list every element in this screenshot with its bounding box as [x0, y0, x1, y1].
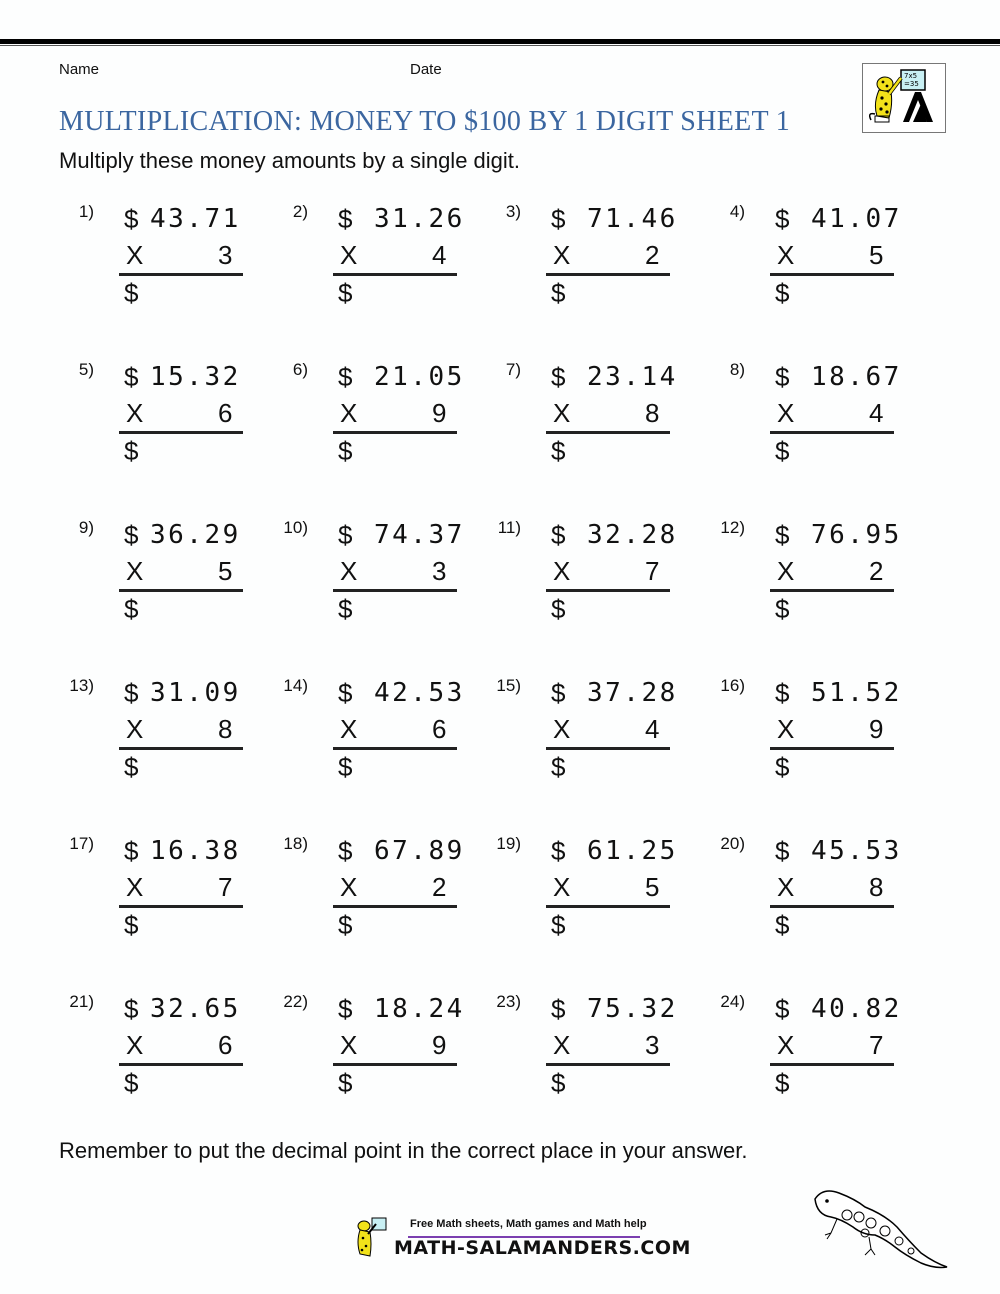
- multiplier-digit: 2: [432, 872, 447, 902]
- top-rule-thin: [0, 45, 1000, 46]
- currency-symbol: $: [775, 836, 790, 866]
- problem-18: [276, 834, 476, 954]
- money-amount: 40.82: [811, 994, 902, 1024]
- problem-10: [276, 518, 476, 638]
- problem-13: [62, 676, 262, 796]
- top-rule: [0, 39, 1000, 44]
- problem-number: 2): [292, 202, 308, 221]
- multiplier-digit: 8: [645, 398, 660, 428]
- answer-line: [333, 589, 457, 592]
- multiply-sign: X: [553, 398, 571, 428]
- salamander-drawing-icon: [805, 1185, 955, 1275]
- multiplier-digit: 3: [645, 1030, 660, 1060]
- multiplier-digit: 4: [645, 714, 660, 744]
- answer-line: [546, 431, 670, 434]
- multiply-sign: X: [126, 714, 144, 744]
- answer-field[interactable]: $: [775, 436, 790, 466]
- multiply-sign: X: [777, 556, 795, 586]
- problem-number: 6): [292, 360, 308, 379]
- answer-line: [770, 1063, 894, 1066]
- multiply-sign: X: [777, 1030, 795, 1060]
- money-amount: 41.07: [811, 204, 902, 234]
- currency-symbol: $: [551, 204, 566, 234]
- currency-symbol: $: [338, 520, 353, 550]
- problem-number: 21): [69, 992, 94, 1011]
- footer-tagline: Free Math sheets, Math games and Math help: [410, 1218, 647, 1230]
- salamander-teacher-logo-icon: [862, 63, 946, 133]
- page-title: MULTIPLICATION: MONEY TO $100 BY 1 DIGIT SHEET 1: [59, 106, 790, 137]
- footer-site-name: MATH-SALAMANDERS.COM: [394, 1237, 691, 1259]
- multiply-sign: X: [126, 240, 144, 270]
- answer-line: [119, 273, 243, 276]
- money-amount: 15.32: [150, 362, 241, 392]
- answer-line: [770, 747, 894, 750]
- problem-number: 18): [283, 834, 308, 853]
- answer-line: [546, 905, 670, 908]
- multiplier-digit: 9: [432, 398, 447, 428]
- problem-8: [713, 360, 913, 480]
- problem-number: 3): [505, 202, 521, 221]
- answer-field[interactable]: $: [124, 594, 139, 624]
- currency-symbol: $: [775, 362, 790, 392]
- problem-number: 11): [497, 518, 521, 537]
- currency-symbol: $: [124, 362, 139, 392]
- money-amount: 43.71: [150, 204, 241, 234]
- multiply-sign: X: [340, 872, 358, 902]
- problem-number: 12): [720, 518, 745, 537]
- problem-24: [713, 992, 913, 1112]
- multiply-sign: X: [553, 556, 571, 586]
- answer-line: [119, 589, 243, 592]
- answer-line: [770, 589, 894, 592]
- problem-6: [276, 360, 476, 480]
- multiplier-digit: 6: [218, 1030, 233, 1060]
- money-amount: 23.14: [587, 362, 678, 392]
- currency-symbol: $: [124, 678, 139, 708]
- money-amount: 31.09: [150, 678, 241, 708]
- name-label: Name: [59, 61, 100, 78]
- multiplier-digit: 3: [218, 240, 233, 270]
- answer-line: [333, 273, 457, 276]
- answer-line: [770, 273, 894, 276]
- multiplier-digit: 7: [645, 556, 660, 586]
- multiplier-digit: 9: [432, 1030, 447, 1060]
- multiply-sign: X: [126, 556, 144, 586]
- currency-symbol: $: [551, 994, 566, 1024]
- multiply-sign: X: [777, 398, 795, 428]
- multiply-sign: X: [340, 556, 358, 586]
- problem-4: [713, 202, 913, 322]
- problem-14: [276, 676, 476, 796]
- multiply-sign: X: [553, 872, 571, 902]
- currency-symbol: $: [124, 520, 139, 550]
- multiply-sign: X: [126, 872, 144, 902]
- multiplier-digit: 4: [869, 398, 884, 428]
- answer-field[interactable]: $: [551, 436, 566, 466]
- problem-number: 22): [283, 992, 308, 1011]
- multiplier-digit: 5: [645, 872, 660, 902]
- money-amount: 42.53: [374, 678, 465, 708]
- instructions: Multiply these money amounts by a single digit.: [59, 148, 521, 173]
- multiply-sign: X: [126, 398, 144, 428]
- multiply-sign: X: [126, 1030, 144, 1060]
- reminder-text: Remember to put the decimal point in the correct place in your answer.: [59, 1138, 748, 1163]
- problem-21: [62, 992, 262, 1112]
- problem-number: 16): [720, 676, 745, 695]
- answer-field[interactable]: $: [551, 1068, 566, 1098]
- footer-salamander-icon: [352, 1214, 392, 1264]
- money-amount: 37.28: [587, 678, 678, 708]
- money-amount: 16.38: [150, 836, 241, 866]
- multiplier-digit: 5: [218, 556, 233, 586]
- multiply-sign: X: [777, 240, 795, 270]
- currency-symbol: $: [551, 836, 566, 866]
- answer-line: [333, 905, 457, 908]
- answer-field[interactable]: $: [775, 752, 790, 782]
- multiply-sign: X: [777, 872, 795, 902]
- problem-9: [62, 518, 262, 638]
- problem-1: [62, 202, 262, 322]
- currency-symbol: $: [124, 836, 139, 866]
- problem-19: [489, 834, 689, 954]
- answer-field[interactable]: $: [775, 594, 790, 624]
- currency-symbol: $: [338, 362, 353, 392]
- date-label: Date: [410, 61, 442, 78]
- multiplier-digit: 7: [218, 872, 233, 902]
- answer-field[interactable]: $: [124, 278, 139, 308]
- problem-22: [276, 992, 476, 1112]
- answer-line: [546, 747, 670, 750]
- money-amount: 18.67: [811, 362, 902, 392]
- problem-12: [713, 518, 913, 638]
- currency-symbol: $: [551, 678, 566, 708]
- currency-symbol: $: [775, 520, 790, 550]
- answer-field[interactable]: $: [124, 910, 139, 940]
- currency-symbol: $: [338, 678, 353, 708]
- problem-number: 19): [496, 834, 521, 853]
- logo-board-line1: 7x5: [904, 72, 918, 80]
- problem-number: 9): [78, 518, 94, 537]
- currency-symbol: $: [775, 994, 790, 1024]
- money-amount: 71.46: [587, 204, 678, 234]
- answer-field[interactable]: $: [338, 1068, 353, 1098]
- answer-line: [770, 905, 894, 908]
- answer-line: [333, 431, 457, 434]
- multiplier-digit: 8: [869, 872, 884, 902]
- answer-field[interactable]: $: [775, 278, 790, 308]
- answer-field[interactable]: $: [124, 1068, 139, 1098]
- problem-number: 20): [720, 834, 745, 853]
- math-salamanders-footer-logo: [352, 1214, 691, 1264]
- multiplier-digit: 6: [218, 398, 233, 428]
- money-amount: 32.28: [587, 520, 678, 550]
- multiplier-digit: 7: [869, 1030, 884, 1060]
- multiplier-digit: 5: [869, 240, 884, 270]
- answer-field[interactable]: $: [775, 910, 790, 940]
- currency-symbol: $: [775, 678, 790, 708]
- problem-number: 13): [69, 676, 94, 695]
- money-amount: 74.37: [374, 520, 465, 550]
- answer-field[interactable]: $: [338, 278, 353, 308]
- problem-20: [713, 834, 913, 954]
- multiplier-digit: 9: [869, 714, 884, 744]
- currency-symbol: $: [124, 994, 139, 1024]
- answer-line: [119, 747, 243, 750]
- answer-line: [333, 1063, 457, 1066]
- answer-line: [333, 747, 457, 750]
- problem-3: [489, 202, 689, 322]
- answer-field[interactable]: $: [551, 278, 566, 308]
- problem-23: [489, 992, 689, 1112]
- multiplier-digit: 2: [869, 556, 884, 586]
- multiply-sign: X: [553, 714, 571, 744]
- multiplier-digit: 2: [645, 240, 660, 270]
- answer-line: [546, 273, 670, 276]
- answer-field[interactable]: $: [124, 752, 139, 782]
- answer-field[interactable]: $: [338, 436, 353, 466]
- answer-line: [546, 1063, 670, 1066]
- money-amount: 67.89: [374, 836, 465, 866]
- multiply-sign: X: [340, 714, 358, 744]
- problem-15: [489, 676, 689, 796]
- multiplier-digit: 3: [432, 556, 447, 586]
- problem-number: 1): [78, 202, 94, 221]
- money-amount: 36.29: [150, 520, 241, 550]
- multiply-sign: X: [553, 240, 571, 270]
- money-amount: 32.65: [150, 994, 241, 1024]
- answer-field[interactable]: $: [338, 594, 353, 624]
- answer-line: [770, 431, 894, 434]
- money-amount: 45.53: [811, 836, 902, 866]
- problem-5: [62, 360, 262, 480]
- currency-symbol: $: [338, 994, 353, 1024]
- money-amount: 61.25: [587, 836, 678, 866]
- currency-symbol: $: [124, 204, 139, 234]
- answer-field[interactable]: $: [124, 436, 139, 466]
- multiply-sign: X: [340, 398, 358, 428]
- money-amount: 31.26: [374, 204, 465, 234]
- multiplier-digit: 6: [432, 714, 447, 744]
- multiply-sign: X: [553, 1030, 571, 1060]
- problem-2: [276, 202, 476, 322]
- problem-number: 15): [496, 676, 521, 695]
- money-amount: 18.24: [374, 994, 465, 1024]
- money-amount: 51.52: [811, 678, 902, 708]
- currency-symbol: $: [551, 520, 566, 550]
- answer-line: [546, 589, 670, 592]
- answer-field[interactable]: $: [338, 910, 353, 940]
- answer-field[interactable]: $: [551, 594, 566, 624]
- currency-symbol: $: [551, 362, 566, 392]
- multiply-sign: X: [777, 714, 795, 744]
- logo-board-line2: =35: [904, 80, 919, 88]
- answer-line: [119, 905, 243, 908]
- answer-field[interactable]: $: [551, 752, 566, 782]
- problem-number: 17): [69, 834, 94, 853]
- problem-number: 8): [729, 360, 745, 379]
- currency-symbol: $: [338, 836, 353, 866]
- money-amount: 75.32: [587, 994, 678, 1024]
- answer-line: [119, 1063, 243, 1066]
- currency-symbol: $: [338, 204, 353, 234]
- multiplier-digit: 8: [218, 714, 233, 744]
- answer-field[interactable]: $: [338, 752, 353, 782]
- answer-field[interactable]: $: [775, 1068, 790, 1098]
- problem-7: [489, 360, 689, 480]
- problem-number: 14): [283, 676, 308, 695]
- multiplier-digit: 4: [432, 240, 447, 270]
- problem-number: 5): [78, 360, 94, 379]
- multiply-sign: X: [340, 1030, 358, 1060]
- problem-number: 7): [505, 360, 521, 379]
- money-amount: 76.95: [811, 520, 902, 550]
- problem-number: 10): [283, 518, 308, 537]
- problem-11: [489, 518, 689, 638]
- problem-16: [713, 676, 913, 796]
- problem-number: 4): [729, 202, 745, 221]
- money-amount: 21.05: [374, 362, 465, 392]
- multiply-sign: X: [340, 240, 358, 270]
- problem-number: 23): [496, 992, 521, 1011]
- answer-line: [119, 431, 243, 434]
- problem-17: [62, 834, 262, 954]
- problem-number: 24): [720, 992, 745, 1011]
- currency-symbol: $: [775, 204, 790, 234]
- answer-field[interactable]: $: [551, 910, 566, 940]
